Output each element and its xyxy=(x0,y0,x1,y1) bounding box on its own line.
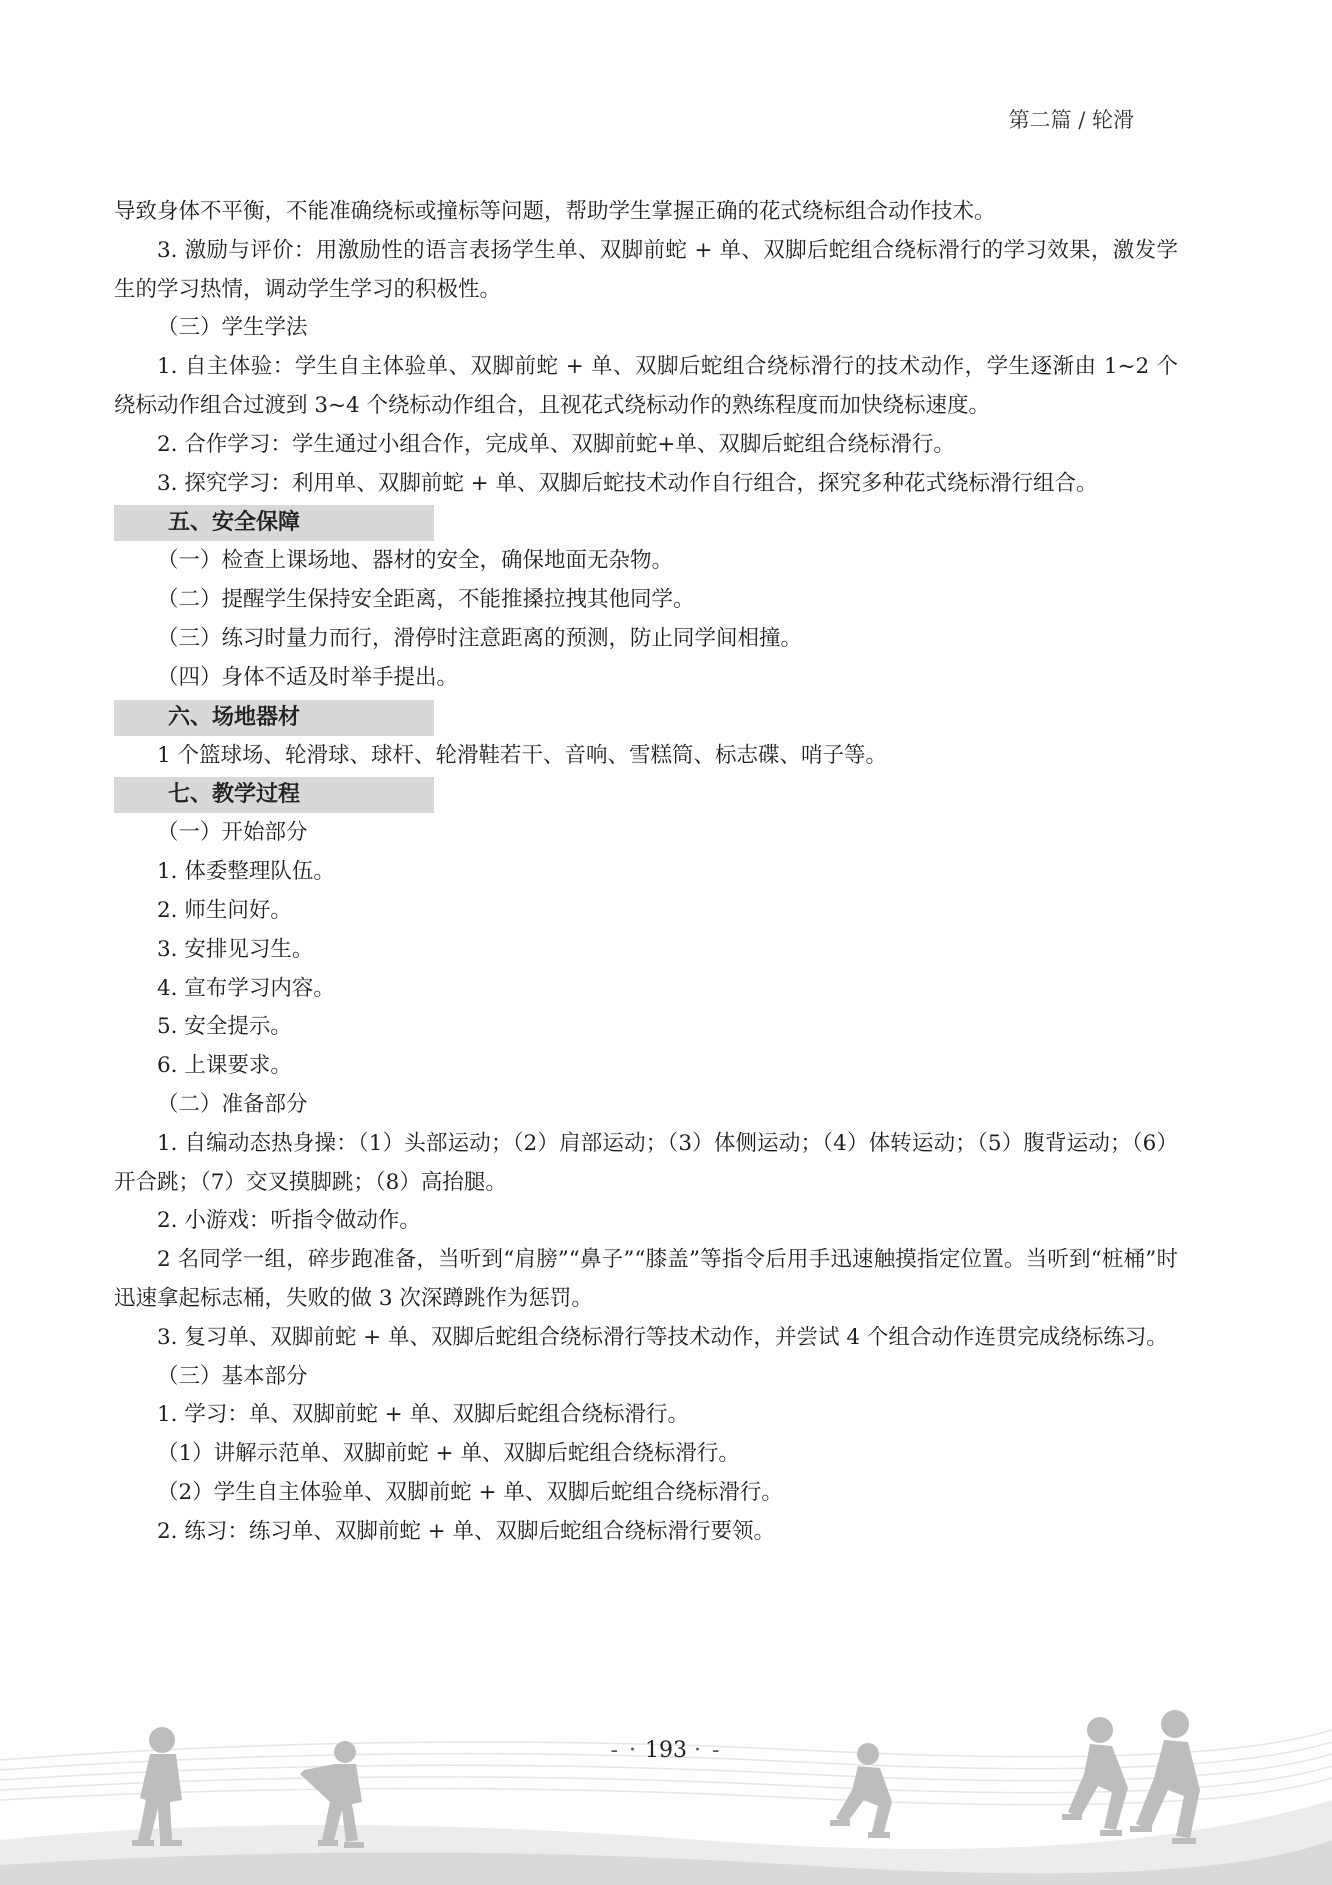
page-number: - · 193 · - xyxy=(610,1738,722,1763)
skater-silhouette-decoration xyxy=(0,1690,1332,1885)
list-item: 2. 练习：练习单、双脚前蛇 + 单、双脚后蛇组合绕标滑行要领。 xyxy=(157,1518,776,1544)
page-body xyxy=(114,193,1178,1552)
section-heading-equipment: 六、场地器材 xyxy=(114,700,434,736)
paragraph: 1 个篮球场、轮滑球、球杆、轮滑鞋若干、音响、雪糕筒、标志碟、哨子等。 xyxy=(157,742,888,768)
subheading: （三）基本部分 xyxy=(157,1363,308,1389)
list-item: 2. 小游戏：听指令做动作。 xyxy=(157,1208,421,1234)
paragraph: 3. 探究学习：利用单、双脚前蛇 + 单、双脚后蛇技术动作自行组合，探究多种花式绕标滑行组合。 xyxy=(157,470,1098,496)
list-item: 4. 宣布学习内容。 xyxy=(157,975,335,1001)
list-item: 2. 师生问好。 xyxy=(157,897,292,923)
paragraph: 1. 自编动态热身操：（1）头部运动；（2）肩部运动；（3）体侧运动；（4）体转运动；（5）腹背运动；（6）开合跳；（7）交叉摸脚跳；（8）高抬腿。 xyxy=(114,1130,1178,1195)
list-item: （1）讲解示范单、双脚前蛇 + 单、双脚后蛇组合绕标滑行。 xyxy=(157,1441,740,1467)
subheading: （二）准备部分 xyxy=(157,1091,308,1117)
paragraph: 3. 复习单、双脚前蛇 + 单、双脚后蛇组合绕标滑行等技术动作，并尝试 4 个组合动作连贯完成绕标练习。 xyxy=(157,1324,1168,1350)
list-item: （三）练习时量力而行，滑停时注意距离的预测，防止同学间相撞。 xyxy=(157,625,803,651)
paragraph: 2 名同学一组，碎步跑准备，当听到“肩膀”“鼻子”“膝盖”等指令后用手迅速触摸指定位置。当听到“桩桶”时迅速拿起标志桶，失败的做 3 次深蹲跳作为惩罚。 xyxy=(114,1247,1178,1311)
list-item: （四）身体不适及时举手提出。 xyxy=(157,664,459,690)
page-number-value: 193 xyxy=(645,1738,687,1763)
list-item: 1. 体委整理队伍。 xyxy=(157,859,335,885)
list-item: 5. 安全提示。 xyxy=(157,1014,292,1040)
paragraph: 导致身体不平衡，不能准确绕标或撞标等问题，帮助学生掌握正确的花式绕标组合动作技术。 xyxy=(114,199,996,224)
list-item: 1. 学习：单、双脚前蛇 + 单、双脚后蛇组合绕标滑行。 xyxy=(157,1402,690,1428)
subheading: （一）开始部分 xyxy=(157,820,308,846)
list-item: （一）检查上课场地、器材的安全，确保地面无杂物。 xyxy=(157,548,674,574)
paragraph: 3. 激励与评价：用激励性的语言表扬学生单、双脚前蛇 + 单、双脚后蛇组合绕标滑行的学习效果，激发学生的学习热情，调动学生学习的积极性。 xyxy=(114,237,1178,302)
running-header: 第二篇 / 轮滑 xyxy=(1008,108,1134,132)
section-heading-process: 七、教学过程 xyxy=(114,777,434,813)
list-item: 3. 安排见习生。 xyxy=(157,936,314,962)
paragraph: 1. 自主体验：学生自主体验单、双脚前蛇 + 单、双脚后蛇组合绕标滑行的技术动作，学生逐渐由 1~2 个绕标动作组合过渡到 3~4 个绕标动作组合，且视花式绕标动作的熟练程度而加快绕标速度。 xyxy=(114,354,1178,418)
list-item: （2）学生自主体验单、双脚前蛇 + 单、双脚后蛇组合绕标滑行。 xyxy=(157,1479,783,1505)
list-item: （二）提醒学生保持安全距离，不能推搡拉拽其他同学。 xyxy=(157,587,695,613)
subheading: （三）学生学法 xyxy=(157,315,308,341)
list-item: 6. 上课要求。 xyxy=(157,1053,292,1079)
section-heading-safety: 五、安全保障 xyxy=(114,505,434,541)
paragraph: 2. 合作学习：学生通过小组合作，完成单、双脚前蛇+单、双脚后蛇组合绕标滑行。 xyxy=(157,431,955,457)
